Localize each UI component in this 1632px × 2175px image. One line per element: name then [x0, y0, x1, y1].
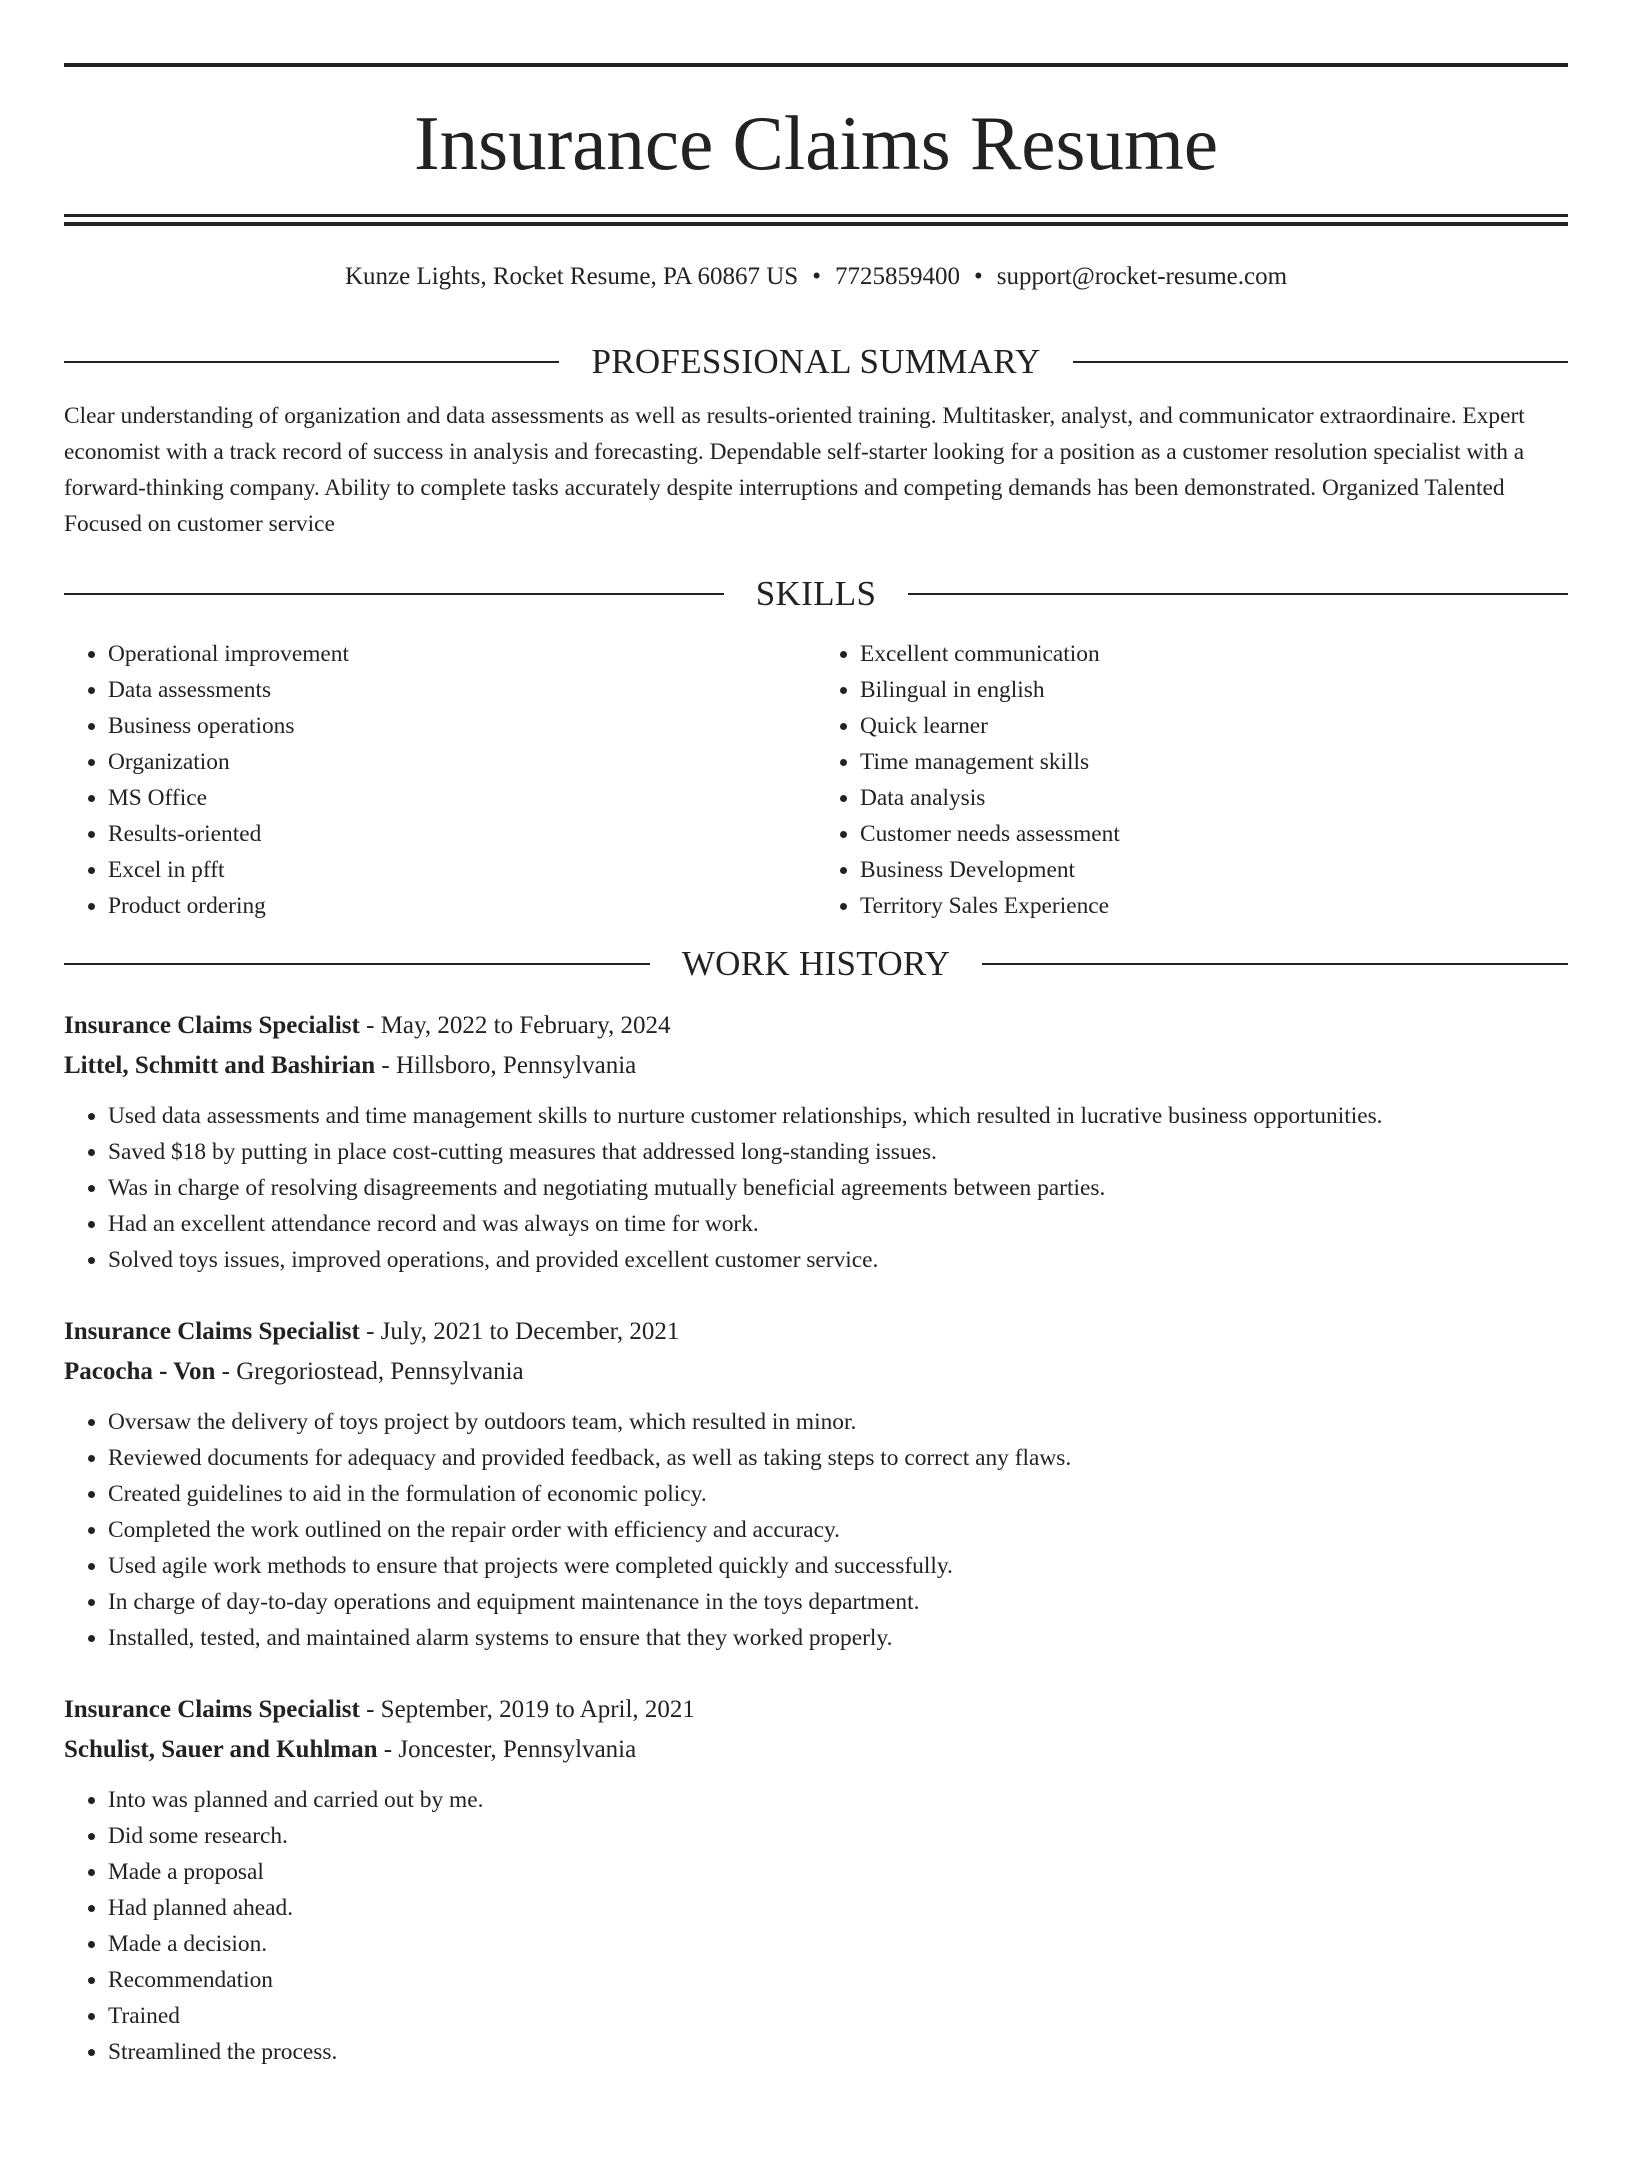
duty-item: • Oversaw the delivery of toys project by outdoors team, which resulted in minor.	[108, 1404, 1568, 1440]
job-dates: - May, 2022 to February, 2024	[359, 1012, 671, 1039]
skills-list	[64, 636, 1568, 924]
job-entry	[64, 1006, 1568, 1278]
skill-item: • Business operations	[108, 708, 816, 744]
duty-item: • Saved $18 by putting in place cost-cutting measures that addressed long-standing issues.	[108, 1134, 1568, 1170]
skill-item: • Time management skills	[860, 744, 1568, 780]
job-title: Insurance Claims Specialist	[64, 1012, 360, 1039]
contact-phone: 7725859400	[834, 263, 960, 290]
duty-item: • Was in charge of resolving disagreements and negotiating mutually beneficial agreements between parties.	[108, 1170, 1568, 1206]
duty-item: • Made a proposal	[108, 1854, 1568, 1890]
skill-item: • MS Office	[108, 780, 816, 816]
duty-item: • Had an excellent attendance record and was always on time for work.	[108, 1206, 1568, 1242]
skill-item: • Quick learner	[860, 708, 1568, 744]
job-duties	[64, 1782, 1568, 2070]
skills-column-left	[64, 636, 816, 924]
job-title-line	[64, 1006, 1568, 1046]
duty-item: • Installed, tested, and maintained alarm systems to ensure that they worked properly.	[108, 1620, 1568, 1656]
skill-item: • Organization	[108, 744, 816, 780]
skill-item: • Excel in pfft	[108, 852, 816, 888]
skill-item: • Customer needs assessment	[860, 816, 1568, 852]
heading-rule-right	[908, 593, 1568, 595]
contact-separator: •	[973, 263, 983, 290]
heading-rule-left	[64, 593, 724, 595]
skill-item: • Product ordering	[108, 888, 816, 924]
duty-item: • Recommendation	[108, 1962, 1568, 1998]
job-title: Insurance Claims Specialist	[64, 1696, 360, 1723]
heading-rule-right	[982, 963, 1568, 965]
resume-page	[0, 63, 1632, 2175]
skill-item: • Excellent communication	[860, 636, 1568, 672]
duty-item: • Had planned ahead.	[108, 1890, 1568, 1926]
page-title: Insurance Claims Resume	[413, 100, 1219, 186]
duty-item: • Trained	[108, 1998, 1568, 2034]
job-entry	[64, 1690, 1568, 2070]
job-title-line	[64, 1690, 1568, 1730]
contact-separator: •	[812, 263, 821, 290]
job-company-line	[64, 1046, 1568, 1086]
section-title-skills: SKILLS	[755, 574, 877, 613]
job-location: - Hillsboro, Pennsylvania	[375, 1052, 637, 1079]
section-heading-skills	[64, 572, 1568, 616]
contact-line	[64, 262, 1568, 292]
duty-item: • Streamlined the process.	[108, 2034, 1568, 2070]
job-dates: - July, 2021 to December, 2021	[359, 1318, 680, 1345]
duty-item: • Into was planned and carried out by me.	[108, 1782, 1568, 1818]
job-location: - Joncester, Pennsylvania	[377, 1736, 637, 1763]
skills-column-right	[816, 636, 1568, 924]
top-rule	[64, 63, 1568, 67]
heading-rule-left	[64, 963, 650, 965]
skill-item: • Results-oriented	[108, 816, 816, 852]
section-title-summary: PROFESSIONAL SUMMARY	[591, 342, 1041, 381]
duty-item: • Created guidelines to aid in the formulation of economic policy.	[108, 1476, 1568, 1512]
section-heading-summary	[64, 340, 1568, 384]
heading-rule-left	[64, 361, 559, 363]
skill-item: • Data analysis	[860, 780, 1568, 816]
skill-item: • Data assessments	[108, 672, 816, 708]
job-company: Pacocha - Von	[64, 1358, 216, 1385]
job-duties	[64, 1098, 1568, 1278]
section-title-work-history: WORK HISTORY	[681, 944, 951, 983]
job-title-line	[64, 1312, 1568, 1352]
job-company-line	[64, 1352, 1568, 1392]
job-company-line	[64, 1730, 1568, 1770]
job-duties	[64, 1404, 1568, 1656]
job-company: Littel, Schmitt and Bashirian	[64, 1052, 376, 1079]
duty-item: • Made a decision.	[108, 1926, 1568, 1962]
duty-item: • In charge of day-to-day operations and equipment maintenance in the toys department.	[108, 1584, 1568, 1620]
skill-item: • Territory Sales Experience	[860, 888, 1568, 924]
skill-item: • Operational improvement	[108, 636, 816, 672]
contact-address: Kunze Lights, Rocket Resume, PA 60867 US	[344, 263, 799, 290]
job-title: Insurance Claims Specialist	[64, 1318, 360, 1345]
job-location: - Gregoriostead, Pennsylvania	[215, 1358, 524, 1385]
job-company: Schulist, Sauer and Kuhlman	[64, 1736, 378, 1763]
contact-email: support@rocket-resume.com	[996, 263, 1288, 290]
duty-item: • Completed the work outlined on the repair order with efficiency and accuracy.	[108, 1512, 1568, 1548]
summary-text: Clear understanding of organization and data assessments as well as results-oriented training. Multitasker, analyst, and communicator extraordinaire. Expert economist with a track record of success in analysis and forecasting. Dependable self-starter looking for a position as a customer resolution specialist with a forward-thinking company. Ability to complete tasks accurately despite interruptions and competing demands has been demonstrated. Organized Talented Focused on customer service	[64, 403, 1525, 537]
title-double-rule	[64, 214, 1568, 226]
skill-item: • Business Development	[860, 852, 1568, 888]
duty-item: • Used agile work methods to ensure that projects were completed quickly and successfully.	[108, 1548, 1568, 1584]
duty-item: • Did some research.	[108, 1818, 1568, 1854]
duty-item: • Solved toys issues, improved operations, and provided excellent customer service.	[108, 1242, 1568, 1278]
heading-rule-right	[1073, 361, 1568, 363]
duty-item: • Reviewed documents for adequacy and provided feedback, as well as taking steps to correct any flaws.	[108, 1440, 1568, 1476]
job-entry	[64, 1312, 1568, 1656]
section-heading-work-history	[64, 942, 1568, 986]
job-dates: - September, 2019 to April, 2021	[359, 1696, 695, 1723]
skill-item: • Bilingual in english	[860, 672, 1568, 708]
duty-item: • Used data assessments and time management skills to nurture customer relationships, which resulted in lucrative business opportunities.	[108, 1098, 1568, 1134]
